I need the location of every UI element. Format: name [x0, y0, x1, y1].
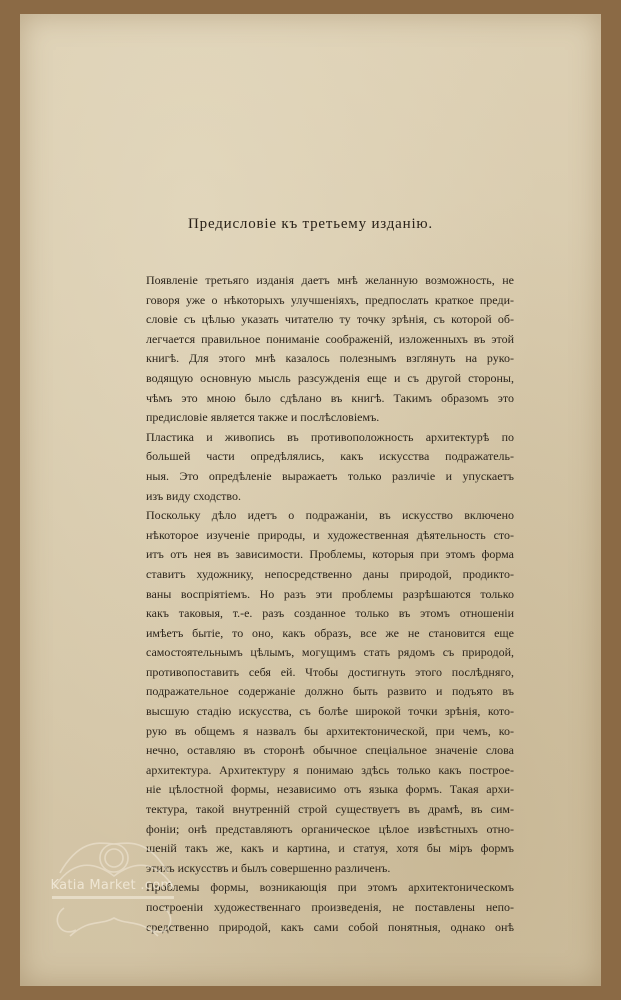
- watermark-text: Katia Market .com: [50, 878, 174, 893]
- text-line: Проблемы формы, возникающія при этомъ архитектоническомъ: [146, 880, 514, 895]
- text-line: ныя. Это опредѣленіе выражаетъ только различіе и упускаетъ: [146, 468, 514, 483]
- text-line: книгѣ. Для этого мнѣ казалось полезнымъ взглянуть на руко-: [146, 351, 514, 366]
- text-line: имѣетъ бытіе, то оно, какъ образъ, все же не становится еще: [146, 625, 514, 640]
- text-line: ніе цѣлостной формы, независимо отъ языка формъ. Такая архи-: [146, 782, 514, 797]
- text-line: словіе съ цѣлью указать читателю ту точку зрѣнія, съ которой об-: [146, 312, 514, 327]
- text-line: самостоятельнымъ цѣлымъ, могущимъ стать рядомъ съ природой,: [146, 645, 514, 660]
- watermark-underline: [52, 896, 174, 899]
- text-line: противопоставить себя ей. Чтобы достигнуть этого послѣдняго,: [146, 664, 514, 679]
- text-line: этихъ искусствъ и былъ совершенно различенъ.: [146, 860, 391, 875]
- text-line: Появленіе третьяго изданія даетъ мнѣ желанную возможность, не: [146, 273, 514, 287]
- text-line: шеній такъ же, какъ и картина, и статуя, хотя бы міръ формъ: [146, 841, 514, 856]
- text-line: нѣкоторое изученіе природы, и художественная дѣятельность сто-: [146, 527, 514, 542]
- text-line: чѣмъ это мною было сдѣлано въ книгѣ. Такимъ образомъ это: [146, 390, 514, 405]
- text-line: Поскольку дѣло идетъ о подражаніи, въ искусство включено: [146, 508, 514, 523]
- text-line: фоніи; онѣ представляютъ органическое цѣлое извѣстныхъ отно-: [146, 821, 514, 836]
- text-line: построеніи художественнаго произведенія, не поставлены непо-: [146, 900, 514, 914]
- text-line: говоря уже о нѣкоторыхъ улучшеніяхъ, предпослать краткое преди-: [146, 292, 514, 307]
- text-line: водящую основную мысль разсужденія еще и съ другой стороны,: [146, 370, 514, 385]
- text-line: ставитъ художнику, непосредственно даны природой, продикто-: [146, 566, 514, 581]
- text-line: ваны воспріятіемъ. Но разъ эти проблемы разрѣшаются только: [146, 586, 514, 601]
- text-line: подражательное содержаніе должно быть развито и подъято въ: [146, 684, 514, 699]
- text-line: большей части опредѣлялись, какъ искусства подражатель-: [146, 449, 514, 464]
- text-line: изъ виду сходство.: [146, 488, 241, 503]
- text-line: тектура, такой внутренній строй существуетъ въ драмѣ, въ сим-: [146, 802, 514, 817]
- text-line: нечно, оставляю въ сторонѣ обычное спеціальное значеніе слова: [146, 743, 514, 758]
- text-line: архитектура. Архитектуру я понимаю здѣсь только какъ построе-: [146, 762, 514, 777]
- text-line: какъ таковыя, т.-е. разъ созданное только въ этомъ отношеніи: [146, 606, 514, 621]
- text-line: легчается правильное пониманіе соображеній, изложенныхъ въ этой: [146, 331, 514, 346]
- text-line: средственно природой, какъ сами собой понятныя, однако онѣ: [146, 919, 514, 934]
- body-text: [146, 271, 514, 937]
- text-line: итъ отъ нея въ зависимости. Проблемы, которыя при этомъ форма: [146, 547, 514, 562]
- text-line: Пластика и живопись въ противоположность архитектурѣ по: [146, 429, 514, 444]
- text-line: предисловіе является также и послѣсловіемъ.: [146, 410, 380, 425]
- text-line: рую въ общемъ я назвалъ бы архитектонической, при чемъ, ко-: [146, 723, 514, 738]
- page-title: Предисловіе къ третьему изданію.: [188, 216, 433, 232]
- text-line: высшую стадію искусства, съ болѣе широкой точки зрѣнія, кото-: [146, 704, 514, 719]
